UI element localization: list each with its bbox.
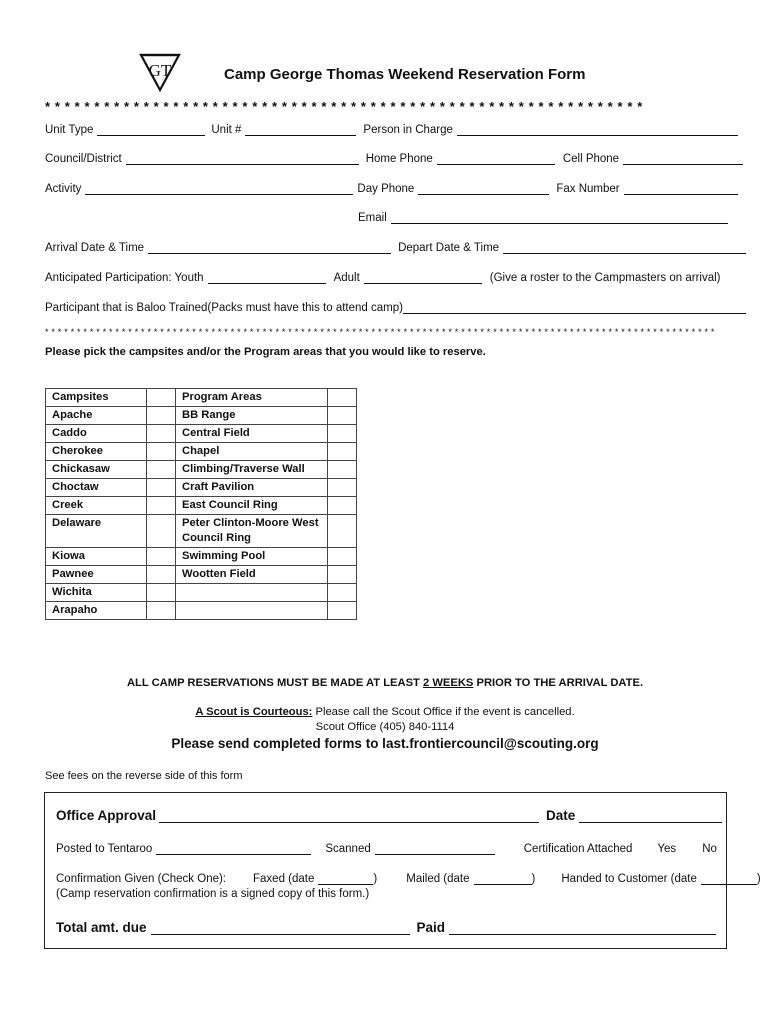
- logo-emblem-icon: [138, 52, 182, 94]
- fax-number-field[interactable]: [624, 183, 738, 195]
- courteous-text: Please call the Scout Office if the event is cancelled.: [312, 706, 575, 718]
- notice-emphasis: 2 WEEKS: [423, 677, 474, 689]
- paid-label: Paid: [416, 920, 446, 935]
- row-council: [45, 153, 743, 165]
- handed-close: ): [756, 873, 761, 885]
- office-approval-box: [44, 792, 761, 949]
- email-field[interactable]: [391, 212, 728, 224]
- program-area-checkbox[interactable]: [328, 548, 357, 566]
- total-row: [56, 920, 716, 935]
- total-due-label: Total amt. due: [56, 920, 147, 935]
- campsite-name: Choctaw: [46, 479, 147, 497]
- campsite-checkbox[interactable]: [147, 407, 176, 425]
- program-area-name: [176, 584, 328, 602]
- program-areas-header: Program Areas: [176, 389, 328, 407]
- unit-number-label: Unit #: [211, 124, 242, 136]
- program-area-name: Wootten Field: [176, 566, 328, 584]
- email-label: Email: [358, 212, 387, 224]
- date-field[interactable]: [579, 809, 722, 823]
- table-row: [46, 497, 357, 515]
- certification-label: Certification Attached: [523, 843, 633, 855]
- council-district-field[interactable]: [126, 153, 359, 165]
- campsite-name: Caddo: [46, 425, 147, 443]
- reservation-notice: [0, 677, 770, 689]
- notice-prefix: ALL CAMP RESERVATIONS MUST BE MADE AT LEAST: [126, 677, 424, 689]
- campsite-checkbox[interactable]: [147, 425, 176, 443]
- campsite-name: Chickasaw: [46, 461, 147, 479]
- table-row: [46, 515, 357, 548]
- program-area-checkbox[interactable]: [328, 425, 357, 443]
- row-activity: [45, 183, 738, 195]
- pick-instruction: Please pick the campsites and/or the Program areas that you would like to reserve.: [45, 346, 486, 358]
- depart-label: Depart Date & Time: [398, 242, 500, 254]
- office-approval-field[interactable]: [159, 809, 539, 823]
- scanned-label: Scanned: [325, 843, 371, 855]
- posted-row: [56, 843, 717, 855]
- person-in-charge-field[interactable]: [457, 124, 738, 136]
- program-area-checkbox[interactable]: [328, 602, 357, 620]
- approval-row: [56, 808, 722, 823]
- program-area-name: BB Range: [176, 407, 328, 425]
- program-area-name: Central Field: [176, 425, 328, 443]
- no-option[interactable]: No: [702, 843, 717, 855]
- program-area-name: Swimming Pool: [176, 548, 328, 566]
- date-label: Date: [546, 808, 576, 823]
- program-area-name: [176, 602, 328, 620]
- table-row: [46, 443, 357, 461]
- table-row: [46, 548, 357, 566]
- day-phone-label: Day Phone: [357, 183, 415, 195]
- campsite-name: Pawnee: [46, 566, 147, 584]
- arrival-field[interactable]: [148, 242, 391, 254]
- handed-field[interactable]: [701, 873, 757, 885]
- confirmation-label: Confirmation Given (Check One):: [56, 873, 227, 885]
- table-row: [46, 479, 357, 497]
- program-area-checkbox[interactable]: [328, 407, 357, 425]
- campsite-checkbox[interactable]: [147, 602, 176, 620]
- roster-note: (Give a roster to the Campmasters on arrival): [489, 272, 721, 284]
- star-divider-small: * * * * * * * * * * * * * * * * * * * * * * * * * * * * * * * * * * * * * * * * * * * * * * * * * * * * * * * * * * * * * * * * * * * * * * * * * * * * * * * * * * * * * * * * * * * * * * * * * * * * * * * * *: [45, 327, 715, 337]
- program-area-name: Craft Pavilion: [176, 479, 328, 497]
- office-approval-label: Office Approval: [56, 808, 157, 823]
- baloo-field[interactable]: [403, 302, 746, 314]
- row-participation: [45, 272, 721, 284]
- mailed-close: ): [531, 873, 536, 885]
- campsite-name: Cherokee: [46, 443, 147, 461]
- table-header-row: [46, 389, 357, 407]
- campsite-checkbox[interactable]: [147, 479, 176, 497]
- scanned-field[interactable]: [375, 843, 495, 855]
- campsite-name: Arapaho: [46, 602, 147, 620]
- fees-note: See fees on the reverse side of this form: [45, 770, 243, 782]
- total-due-field[interactable]: [151, 921, 410, 935]
- adult-field[interactable]: [364, 272, 482, 284]
- table-row: [46, 602, 357, 620]
- logo-letters: GT: [148, 61, 172, 80]
- row-dates: [45, 242, 746, 254]
- star-divider-top: * * * * * * * * * * * * * * * * * * * * * * * * * * * * * * * * * * * * * * * * * * * * * * * * * * * * * * * * * * * * *: [45, 99, 643, 114]
- posted-field[interactable]: [156, 843, 311, 855]
- program-area-checkbox[interactable]: [328, 443, 357, 461]
- participation-youth-label: Anticipated Participation: Youth: [45, 272, 204, 284]
- unit-number-field[interactable]: [245, 124, 356, 136]
- program-area-name: Peter Clinton-Moore West Council Ring: [176, 515, 328, 548]
- fax-number-label: Fax Number: [556, 183, 620, 195]
- posted-label: Posted to Tentaroo: [56, 843, 153, 855]
- campsite-checkbox[interactable]: [147, 584, 176, 602]
- page-title: Camp George Thomas Weekend Reservation Form: [224, 66, 586, 83]
- cell-phone-field[interactable]: [623, 153, 743, 165]
- home-phone-label: Home Phone: [365, 153, 433, 165]
- row-unit: [45, 124, 738, 136]
- yes-option[interactable]: Yes: [657, 843, 677, 855]
- campsites-header: Campsites: [46, 389, 147, 407]
- baloo-label: Participant that is Baloo Trained(Packs must have this to attend camp): [45, 302, 403, 314]
- home-phone-field[interactable]: [437, 153, 555, 165]
- campsite-checkbox[interactable]: [147, 548, 176, 566]
- campsite-name: Wichita: [46, 584, 147, 602]
- camp-confirmation-note: (Camp reservation confirmation is a signed copy of this form.): [56, 888, 370, 900]
- program-area-checkbox[interactable]: [328, 479, 357, 497]
- faxed-close: ): [373, 873, 378, 885]
- notice-suffix: PRIOR TO THE ARRIVAL DATE.: [473, 677, 644, 689]
- faxed-label: Faxed (date: [253, 873, 315, 885]
- logo: [138, 52, 182, 94]
- program-area-checkbox[interactable]: [328, 566, 357, 584]
- program-area-checkbox[interactable]: [328, 461, 357, 479]
- scout-office-phone: Scout Office (405) 840-1114: [315, 721, 455, 733]
- handed-label: Handed to Customer (date: [561, 873, 697, 885]
- adult-label: Adult: [333, 272, 360, 284]
- council-district-label: Council/District: [45, 153, 122, 165]
- program-area-checkbox[interactable]: [328, 584, 357, 602]
- mailed-label: Mailed (date: [406, 873, 470, 885]
- campsite-checkbox[interactable]: [147, 566, 176, 584]
- campsite-name: Delaware: [46, 515, 147, 548]
- table-row: [46, 425, 357, 443]
- campsite-checkbox[interactable]: [147, 515, 176, 548]
- program-area-name: Climbing/Traverse Wall: [176, 461, 328, 479]
- courteous-label: A Scout is Courteous:: [195, 706, 313, 718]
- cell-phone-label: Cell Phone: [562, 153, 620, 165]
- campsite-checkbox[interactable]: [147, 443, 176, 461]
- campsite-program-table: [45, 388, 357, 620]
- program-area-checkbox[interactable]: [328, 497, 357, 515]
- unit-type-field[interactable]: [97, 124, 205, 136]
- row-baloo: [45, 302, 746, 314]
- campsite-name: Kiowa: [46, 548, 147, 566]
- confirmation-row: [56, 873, 761, 885]
- program-area-checkbox[interactable]: [328, 515, 357, 548]
- campsite-checkbox[interactable]: [147, 461, 176, 479]
- checkbox-cell[interactable]: [328, 389, 357, 407]
- paid-field[interactable]: [449, 921, 716, 935]
- campsite-checkbox[interactable]: [147, 497, 176, 515]
- faxed-field[interactable]: [318, 873, 373, 885]
- person-in-charge-label: Person in Charge: [363, 124, 453, 136]
- depart-field[interactable]: [503, 242, 746, 254]
- table-row: [46, 461, 357, 479]
- unit-type-label: Unit Type: [45, 124, 94, 136]
- day-phone-field[interactable]: [418, 183, 549, 195]
- courteous-line: [0, 706, 770, 718]
- program-area-name: East Council Ring: [176, 497, 328, 515]
- program-area-name: Chapel: [176, 443, 328, 461]
- campsite-name: Apache: [46, 407, 147, 425]
- row-email: [358, 212, 728, 224]
- table-row: [46, 407, 357, 425]
- table-row: [46, 584, 357, 602]
- mailed-field[interactable]: [474, 873, 532, 885]
- campsite-name: Creek: [46, 497, 147, 515]
- participation-youth-field[interactable]: [208, 272, 326, 284]
- activity-label: Activity: [45, 183, 82, 195]
- send-forms-line: Please send completed forms to last.frontiercouncil@scouting.org: [171, 736, 599, 751]
- checkbox-cell[interactable]: [147, 389, 176, 407]
- table-row: [46, 566, 357, 584]
- arrival-label: Arrival Date & Time: [45, 242, 145, 254]
- activity-field[interactable]: [85, 183, 353, 195]
